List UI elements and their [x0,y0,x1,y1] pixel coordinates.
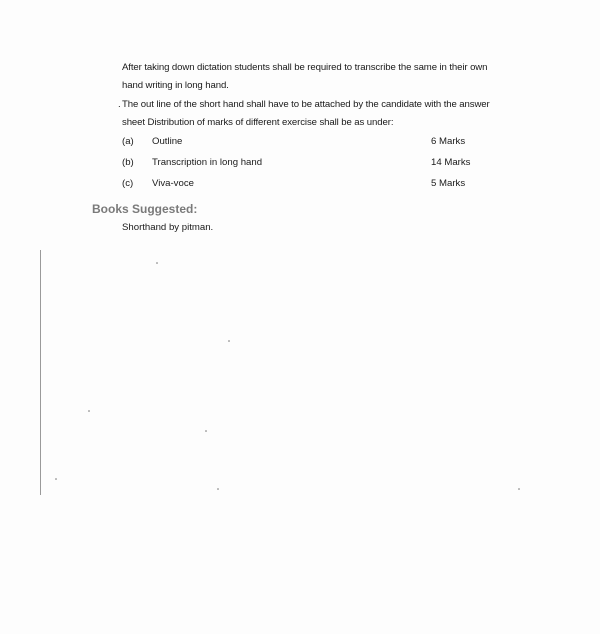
marks-row-label: (a) [122,136,134,147]
scan-speck [55,478,57,480]
marks-row-viva [122,175,482,193]
scan-speck [205,430,207,432]
marks-row-transcription [122,154,482,172]
marks-row-item: Viva-voce [152,178,194,189]
marks-row-label: (b) [122,157,134,168]
scan-speck [217,488,219,490]
scan-speck [156,262,158,264]
scan-speck [88,410,90,412]
book-item: Shorthand by pitman. [122,222,214,233]
scan-speck [518,488,520,490]
dictation-instruction: After taking down dictation students shall be required to transcribe the same in their own hand writing in long hand. [122,62,488,91]
scan-speck [228,340,230,342]
marks-row-item: Transcription in long hand [152,157,263,168]
marks-row-value: 14 Marks [431,157,471,168]
marks-row-outline [122,133,482,151]
left-margin-line [40,250,41,495]
marks-row-value: 6 Marks [431,136,466,147]
stray-mark: . [118,99,121,110]
outline-instruction: The out line of the short hand shall have to be attached by the candidate with the answer sheet Distribution of marks of different exercise shall be as under: [122,99,490,128]
marks-row-item: Outline [152,136,183,147]
marks-row-label: (c) [122,178,134,189]
books-suggested-heading: Books Suggested: [92,202,198,216]
marks-row-value: 5 Marks [431,178,466,189]
